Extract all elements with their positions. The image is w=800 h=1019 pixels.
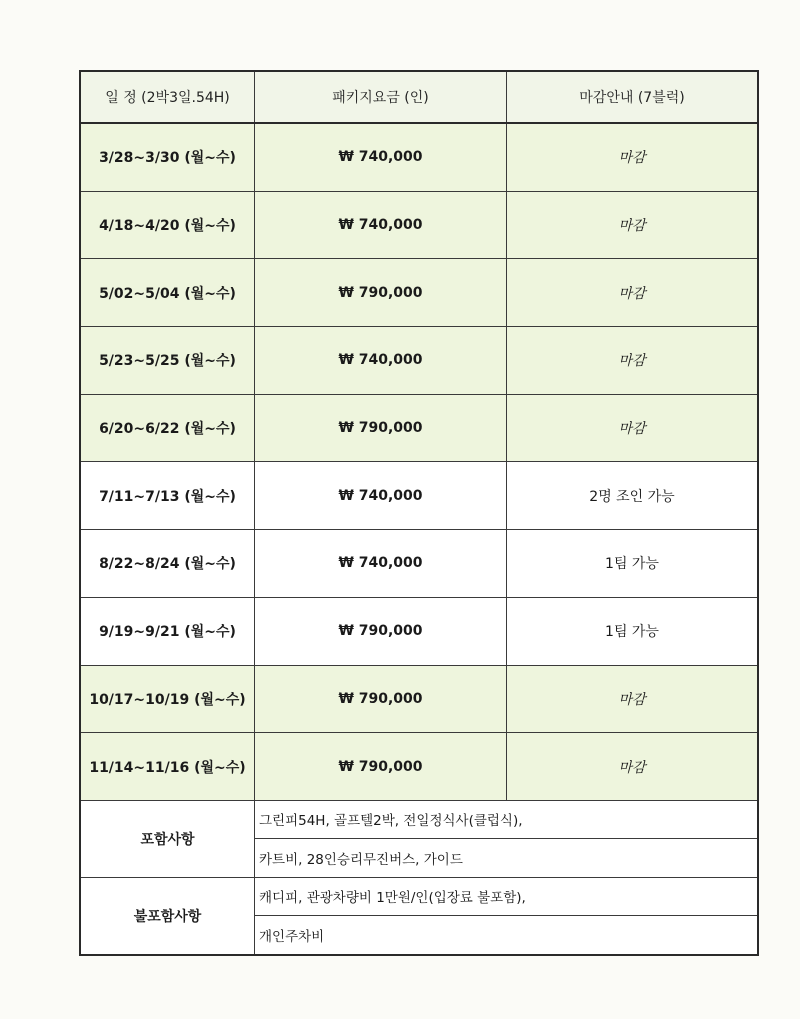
table-row [81, 192, 757, 260]
schedule-cell: 3/28~3/30 (월~수) [81, 124, 255, 191]
table-row [81, 259, 757, 327]
table-row [81, 530, 757, 598]
status-cell: 마감 [618, 353, 646, 370]
status-cell: 마감 [618, 421, 646, 438]
table-header-row [81, 72, 757, 124]
schedule-cell: 5/02~5/04 (월~수) [81, 259, 255, 326]
table-row [81, 598, 757, 666]
price-cell: ₩ 740,000 [255, 327, 507, 394]
header-price: 패키지요금 (인) [255, 72, 507, 122]
schedule-cell: 11/14~11/16 (월~수) [81, 733, 255, 800]
price-cell: ₩ 740,000 [255, 530, 507, 597]
price-cell: ₩ 790,000 [255, 666, 507, 733]
schedule-cell: 4/18~4/20 (월~수) [81, 192, 255, 259]
excluded-section [81, 878, 757, 954]
included-section [81, 801, 757, 878]
price-cell: ₩ 790,000 [255, 395, 507, 462]
schedule-cell: 6/20~6/22 (월~수) [81, 395, 255, 462]
excluded-line: 개인주차비 [259, 928, 325, 945]
table-row [81, 327, 757, 395]
table-row [81, 462, 757, 530]
included-line: 카트비, 28인승리무진버스, 가이드 [259, 851, 463, 868]
schedule-cell: 9/19~9/21 (월~수) [81, 598, 255, 665]
excluded-label: 불포함사항 [81, 878, 255, 954]
table-row [81, 666, 757, 734]
status-cell: 마감 [618, 691, 646, 708]
table-row [81, 395, 757, 463]
header-schedule: 일 정 (2박3일.54H) [81, 72, 255, 122]
package-price-table [79, 70, 759, 956]
status-cell: 마감 [618, 150, 646, 167]
status-cell: 마감 [618, 759, 646, 776]
schedule-cell: 5/23~5/25 (월~수) [81, 327, 255, 394]
price-cell: ₩ 790,000 [255, 259, 507, 326]
table-row [81, 124, 757, 192]
excluded-line: 캐디피, 관광차량비 1만원/인(입장료 불포함), [255, 878, 757, 916]
included-label: 포함사항 [81, 801, 255, 877]
schedule-cell: 8/22~8/24 (월~수) [81, 530, 255, 597]
table-row [81, 733, 757, 801]
table-body [81, 124, 757, 801]
price-cell: ₩ 790,000 [255, 598, 507, 665]
price-cell: ₩ 740,000 [255, 124, 507, 191]
status-cell: 마감 [618, 218, 646, 235]
schedule-cell: 10/17~10/19 (월~수) [81, 666, 255, 733]
status-cell: 1팀 가능 [605, 556, 659, 573]
price-cell: ₩ 790,000 [255, 733, 507, 800]
schedule-cell: 7/11~7/13 (월~수) [81, 462, 255, 529]
status-cell: 1팀 가능 [605, 624, 659, 641]
header-status: 마감안내 (7블럭) [579, 90, 685, 106]
price-cell: ₩ 740,000 [255, 462, 507, 529]
price-cell: ₩ 740,000 [255, 192, 507, 259]
included-line: 그린피54H, 골프텔2박, 전일정식사(클럽식), [255, 801, 757, 839]
status-cell: 마감 [618, 285, 646, 302]
status-cell: 2명 조인 가능 [589, 488, 675, 505]
